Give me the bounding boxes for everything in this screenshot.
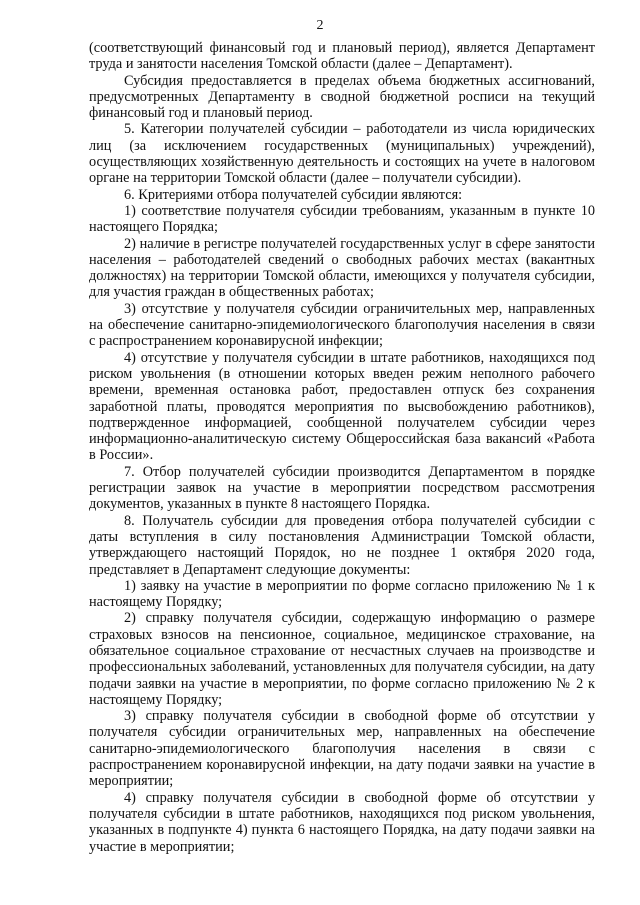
page-number: 2 (316, 18, 324, 33)
paragraph-subsidy-limits: Субсидия предоставляется в пределах объема бюджетных ассигнований, предусмотренных Департаменту в сводной бюджетной росписи на текущий финансовый год и плановый период. (89, 72, 595, 122)
paragraph-criterion-1: 1) соответствие получателя субсидии требованиям, указанным в пункте 10 настоящего Порядка; (89, 202, 595, 236)
paragraph-document-4: 4) справку получателя субсидии в свободной форме об отсутствии у получателя субсидии в штате работников, находящихся под риском увольнения, указанных в подпункте 4) пункта 6 настоящего Порядка, на дату подачи заявки на участие в мероприятии; (89, 789, 595, 855)
paragraph-item-7-selection-procedure: 7. Отбор получателей субсидии производится Департаментом в порядке регистрации заявок на участие в мероприятии посредством рассмотрения документов, указанных в пункте 8 настоящего Порядка. (89, 463, 595, 513)
paragraph-criterion-4: 4) отсутствие у получателя субсидии в штате работников, находящихся под риском увольнения (в отношении которых введен режим неполного рабочего времени, временная остановка работ, предоставлен отпуск без сохранения заработной платы, проводятся мероприятия по высвобождению работников), подтвержденное информацией, сообщенной получателем субсидии через информационно-аналитическую систему Общероссийская база вакансий «Работа в России». (89, 349, 595, 464)
paragraph-criterion-3: 3) отсутствие у получателя субсидии ограничительных мер, направленных на обеспечение санитарно-эпидемиологического благополучия населения в связи с распространением коронавирусной инфекции; (89, 300, 595, 350)
paragraph-item-5-recipient-categories: 5. Категории получателей субсидии – работодатели из числа юридических лиц (за исключением государственных (муниципальных) учреждений), осуществляющих хозяйственную деятельность и состоящих на учете в налоговом органе на территории Томской области (далее – получатели субсидии). (89, 121, 595, 187)
paragraph-criterion-2: 2) наличие в регистре получателей государственных услуг в сфере занятости населения – работодателей сведений о свободных рабочих местах (вакантных должностях) на территории Томской области, имеющихся у получателя субсидии, для участия граждан в общественных работах; (89, 235, 595, 301)
document-body (89, 40, 595, 855)
paragraph-document-3: 3) справку получателя субсидии в свободной форме об отсутствии у получателя субсидии ограничительных мер, направленных на обеспечение санитарно-эпидемиологического благополучия населения в связи с распространением коронавирусной инфекции, на дату подачи заявки на участие в мероприятии; (89, 708, 595, 790)
paragraph-document-1: 1) заявку на участие в мероприятии по форме согласно приложению № 1 к настоящему Порядку; (89, 577, 595, 611)
paragraph-document-2: 2) справку получателя субсидии, содержащую информацию о размере страховых взносов на пенсионное, социальное, медицинское страхование, на обязательное социальное страхование от несчастных случаев на производстве и профессиональных заболеваний, установленных для получателя субсидии, на дату подачи заявки на участие в мероприятии, по форме согласно приложению № 2 к настоящему Порядку; (89, 610, 595, 708)
paragraph-item-8-documents: 8. Получатель субсидии для проведения отбора получателей субсидии с даты вступления в силу постановления Администрации Томской области, утверждающего настоящий Порядок, но не позднее 1 октября 2020 года, представляет в Департамент следующие документы: (89, 512, 595, 578)
paragraph-continuation: (соответствующий финансовый год и плановый период), является Департамент труда и занятости населения Томской области (далее – Департамент). (89, 40, 595, 73)
paragraph-item-6-selection-criteria: 6. Критериями отбора получателей субсидии являются: (124, 186, 463, 203)
